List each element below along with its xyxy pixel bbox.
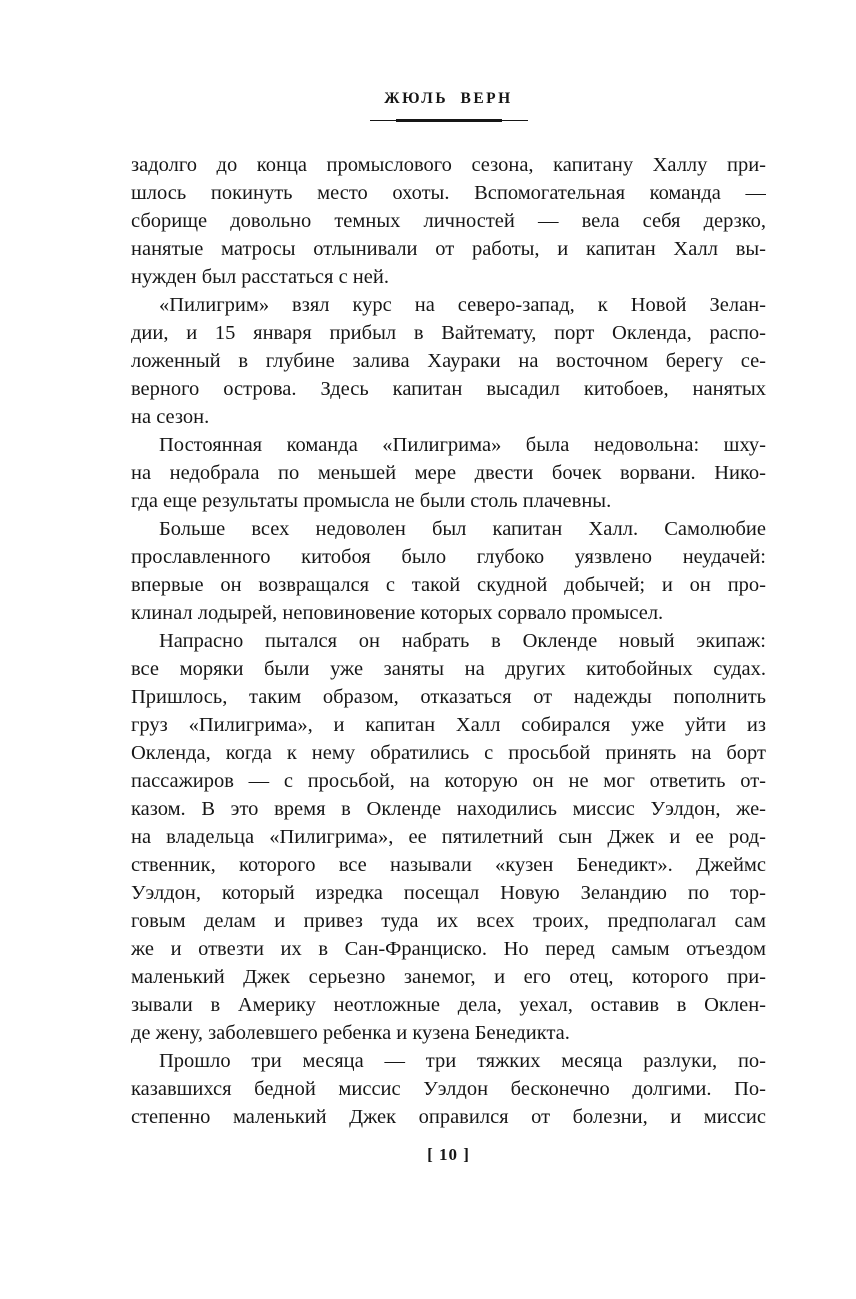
running-head-author: ЖЮЛЬ ВЕРН xyxy=(384,90,513,107)
body-text xyxy=(131,151,766,1131)
text-line: Прошло три месяца — три тяжких месяца разлуки, по- xyxy=(159,1050,766,1072)
text-line: ственник, которого все называли «кузен Бенедикт». Джеймс xyxy=(131,854,766,876)
text-line: гда еще результаты промысла не были столь плачевны. xyxy=(131,490,612,512)
paragraph xyxy=(131,1047,766,1131)
text-line: задолго до конца промыслового сезона, капитану Халлу при- xyxy=(131,154,766,176)
text-line: Больше всех недоволен был капитан Халл. Самолюбие xyxy=(159,518,766,540)
text-line: степенно маленький Джек оправился от болезни, и миссис xyxy=(131,1106,766,1128)
text-line: все моряки были уже заняты на других китобойных судах. xyxy=(131,658,766,680)
text-line: де жену, заболевшего ребенка и кузена Бенедикта. xyxy=(131,1022,570,1044)
text-line: нанятые матросы отлынивали от работы, и капитан Халл вы- xyxy=(131,238,766,260)
paragraph xyxy=(131,627,766,1047)
running-head xyxy=(131,90,766,122)
paragraph xyxy=(131,515,766,627)
text-line: Постоянная команда «Пилигрима» была недовольна: шху- xyxy=(159,434,766,456)
text-line: пассажиров — с просьбой, на которую он не мог ответить от- xyxy=(131,770,766,792)
text-line: казом. В это время в Окленде находились миссис Уэлдон, же- xyxy=(131,798,766,820)
text-line: на сезон. xyxy=(131,406,210,428)
header-rule-ornament xyxy=(370,119,528,122)
paragraph xyxy=(131,151,766,291)
text-line: на владельца «Пилигрима», ее пятилетний сын Джек и ее род- xyxy=(131,826,766,848)
text-line: же и отвезти их в Сан-Франциско. Но перед самым отъездом xyxy=(131,938,766,960)
text-line: впервые он возвращался с такой скудной добычей; и он про- xyxy=(131,574,766,596)
text-line: Напрасно пытался он набрать в Окленде новый экипаж: xyxy=(159,630,766,652)
text-line: «Пилигрим» взял курс на северо-запад, к Новой Зелан- xyxy=(159,294,766,316)
rule-thick-segment xyxy=(396,119,502,122)
text-line: клинал лодырей, неповиновение которых сорвало промысел. xyxy=(131,602,664,624)
text-line: нужден был расстаться с ней. xyxy=(131,266,389,288)
text-line: на недобрала по меньшей мере двести бочек ворвани. Нико- xyxy=(131,462,766,484)
text-line: Уэлдон, который изредка посещал Новую Зеландию по тор- xyxy=(131,882,766,904)
paragraph xyxy=(131,431,766,515)
text-line: сборище довольно темных личностей — вела себя дерзко, xyxy=(131,210,766,232)
text-line: Пришлось, таким образом, отказаться от надежды пополнить xyxy=(131,686,766,708)
text-line: маленький Джек серьезно занемог, и его отец, которого при- xyxy=(131,966,766,988)
text-line: шлось покинуть место охоты. Вспомогательная команда — xyxy=(131,182,766,204)
text-line: ложенный в глубине залива Хаураки на восточном берегу се- xyxy=(131,350,766,372)
page-number: [ 10 ] xyxy=(427,1145,470,1164)
text-line: зывали в Америку неотложные дела, уехал, оставив в Оклен- xyxy=(131,994,766,1016)
text-line: говым делам и привез туда их всех троих, предполагал сам xyxy=(131,910,766,932)
text-line: верного острова. Здесь капитан высадил китобоев, нанятых xyxy=(131,378,766,400)
text-line: дии, и 15 января прибыл в Вайтемату, порт Окленда, распо- xyxy=(131,322,766,344)
text-line: Окленда, когда к нему обратились с просьбой принять на борт xyxy=(131,742,766,764)
paragraph xyxy=(131,291,766,431)
page-footer xyxy=(131,1144,766,1166)
text-line: груз «Пилигрима», и капитан Халл собирался уже уйти из xyxy=(131,714,766,736)
text-line: казавшихся бедной миссис Уэлдон бесконечно долгими. По- xyxy=(131,1078,766,1100)
text-line: прославленного китобоя было глубоко уязвлено неудачей: xyxy=(131,546,766,568)
